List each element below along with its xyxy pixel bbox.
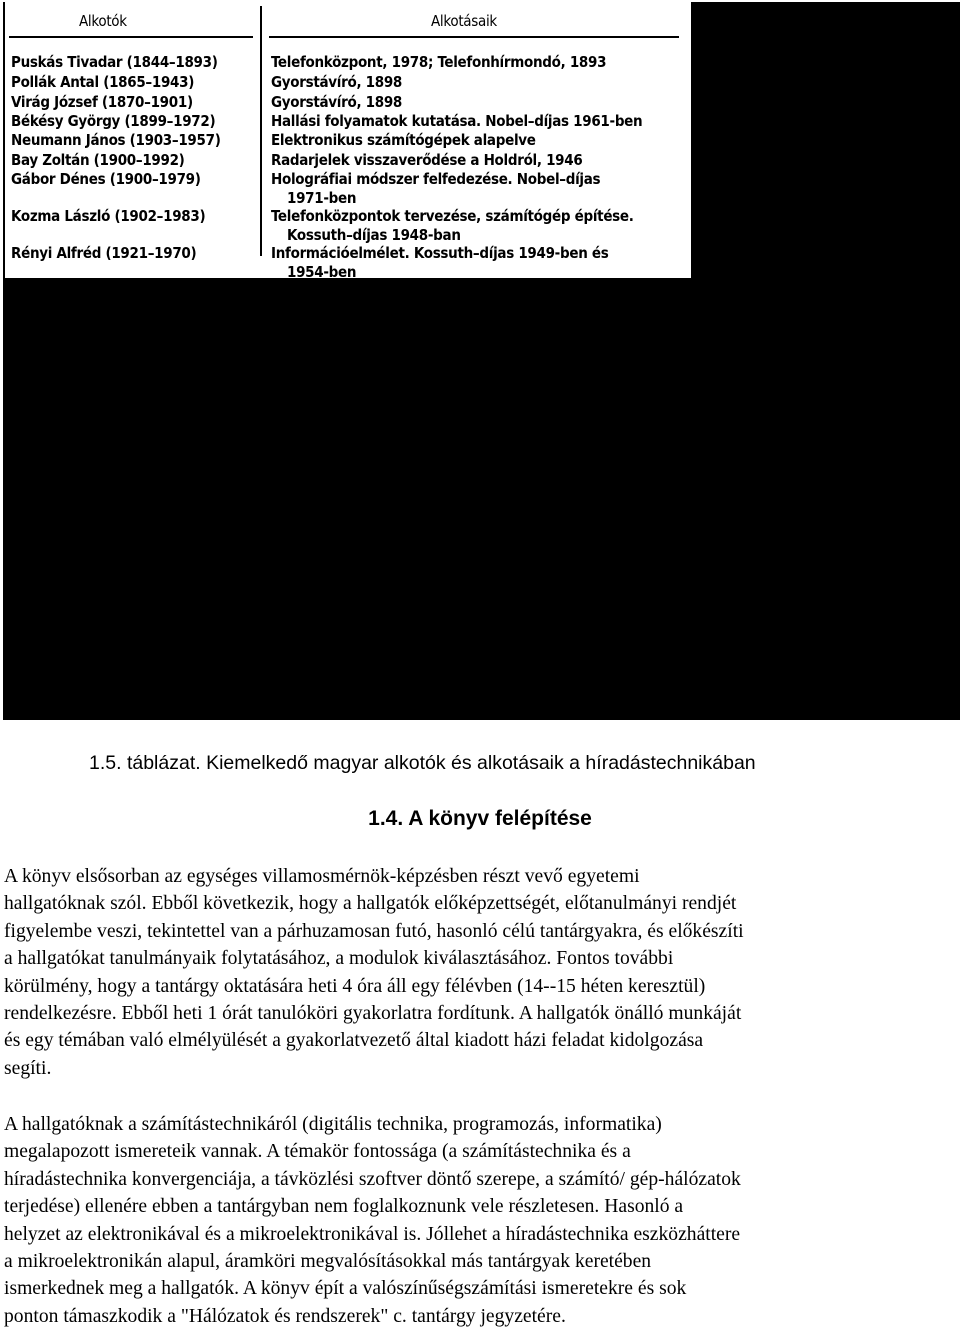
work-cell: 1971-ben	[287, 189, 357, 207]
work-cell: Gyorstávíró, 1898	[271, 73, 403, 91]
paragraph-line: ponton támaszkodik a "Hálózatok és rendszerek" c. tantárgy jegyzetére.	[4, 1305, 566, 1327]
paragraph-2	[4, 1111, 956, 1330]
creators-column-header: Alkotók	[79, 12, 127, 30]
header-underline-right	[269, 36, 679, 38]
work-cell: 1954-ben	[287, 263, 357, 278]
creator-cell: Gábor Dénes (1900–1979)	[11, 170, 201, 188]
creators-works-table	[5, 2, 691, 278]
creator-cell: Békésy György (1899–1972)	[11, 112, 216, 130]
work-cell: Kossuth–díjas 1948-ban	[287, 226, 461, 244]
paragraph-line: híradástechnika konvergenciája, a távközlési szoftver döntő szerepe, a számító/ gép-hálózatok	[4, 1168, 741, 1190]
paragraph-1	[4, 863, 956, 1082]
column-divider	[260, 6, 262, 256]
paragraph-line: körülmény, hogy a tantárgy oktatására heti 4 óra áll egy félévben (14--15 héten keresztül)	[4, 975, 706, 997]
creator-cell: Neumann János (1903–1957)	[11, 131, 221, 149]
paragraph-line: és egy témában való elmélyülését a gyakorlatvezető által kiadott házi feladat kidolgozása	[4, 1030, 704, 1052]
paragraph-line: ismerkednek meg a hallgatók. A könyv épít a valószínűségszámítási ismeretekre és sok	[4, 1278, 687, 1300]
creator-cell: Bay Zoltán (1900–1992)	[11, 151, 185, 169]
paragraph-line: rendelkezésre. Ebből heti 1 órát tanulóköri gyakorlatra fordítunk. A hallgatók önálló munkáját	[4, 1003, 742, 1025]
creator-cell: Virág József (1870–1901)	[11, 93, 193, 111]
work-cell: Holográfiai módszer felfedezése. Nobel–díjas	[271, 170, 601, 188]
work-cell: Telefonközpontok tervezése, számítógép építése.	[271, 207, 634, 225]
work-cell: Radarjelek visszaverődése a Holdról, 1946	[271, 151, 583, 169]
paragraph-line: terjedése) ellenére ebben a tantárgyban nem foglalkoznunk vele részletesen. Hasonló a	[4, 1196, 684, 1218]
paragraph-line: A könyv elsősorban az egységes villamosmérnök-képzésben részt vevő egyetemi	[4, 866, 640, 887]
work-cell: Telefonközpont, 1978; Telefonhírmondó, 1893	[271, 53, 607, 71]
paragraph-line: segíti.	[4, 1057, 52, 1079]
table-caption: 1.5. táblázat. Kiemelkedő magyar alkotók és alkotásaik a híradástechnikában	[89, 752, 756, 774]
paragraph-line: megalapozott ismereteik vannak. A témakör fontossága (a számítástechnika és a	[4, 1141, 631, 1163]
creator-cell: Rényi Alfréd (1921–1970)	[11, 244, 197, 262]
work-cell: Gyorstávíró, 1898	[271, 93, 403, 111]
works-column-header: Alkotásaik	[431, 12, 497, 30]
creator-cell: Pollák Antal (1865–1943)	[11, 73, 195, 91]
paragraph-line: a hallgatókat tanulmányaik folytatásához, a modulok kiválasztásához. Fontos további	[4, 948, 674, 970]
paragraph-line: helyzet az elektronikával és a mikroelektronikával is. Jóllehet a híradástechnika eszközháttere	[4, 1223, 741, 1245]
creator-cell: Kozma László (1902–1983)	[11, 207, 206, 225]
work-cell: Információelmélet. Kossuth–díjas 1949-ben és	[271, 244, 609, 262]
scanned-table-image	[3, 2, 960, 720]
paragraph-line: hallgatóknak szól. Ebből következik, hogy a hallgatók előképzettségét, előtanulmányi rendjét	[4, 893, 737, 915]
work-cell: Elektronikus számítógépek alapelve	[271, 131, 536, 149]
header-underline-left	[9, 36, 253, 38]
paragraph-line: a mikroelektronikán alapul, áramköri megvalósításokkal más tantárgyak keretében	[4, 1251, 652, 1273]
work-cell: Hallási folyamatok kutatása. Nobel–díjas 1961-ben	[271, 112, 643, 130]
creator-cell: Puskás Tivadar (1844–1893)	[11, 53, 218, 71]
section-heading: 1.4. A könyv felépítése	[368, 807, 592, 830]
paragraph-line: figyelembe veszi, tekintettel van a párhuzamosan futó, hasonló célú tantárgyakra, és előkészíti	[4, 920, 744, 942]
paragraph-line: A hallgatóknak a számítástechnikáról (digitális technika, programozás, informatika)	[4, 1114, 662, 1135]
